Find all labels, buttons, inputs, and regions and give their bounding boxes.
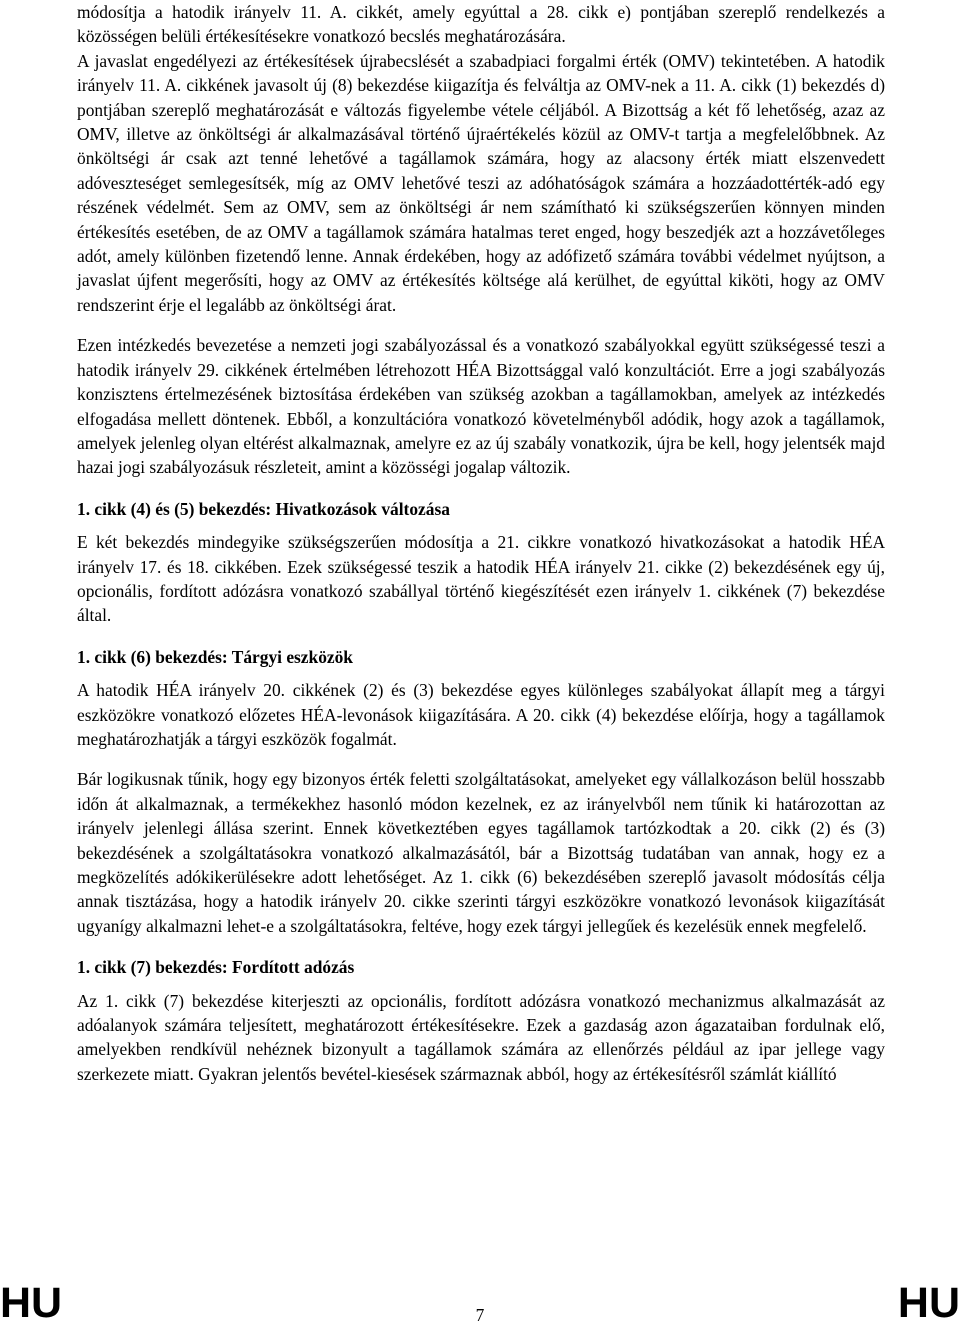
- footer-language-right: HU: [897, 1279, 960, 1327]
- section-heading-reverse-charge: 1. cikk (7) bekezdés: Fordított adózás: [77, 957, 355, 978]
- paragraph-capital-goods-2: Bár logikusnak tűnik, hogy egy bizonyos érték feletti szolgáltatásokat, amelyeket egy vállalkozáson belül hosszabb időn át alkalmaznak, a termékekhez hasonló módon kezelnek, ez az irányelvből nem tűnik ki határozottan az irányelv jelenlegi állása szerint. Ennek következtében egyes tagállamok tartózkodtak a 20. cikk (2) és (3) bekezdésének a szolgáltatásokra vonatkozó alkalmazásától, bár a Bizottság tudatában van annak, hogy ez a megközelítés adókikerülésekre adott lehetőséget. Az 1. cikk (6) bekezdésében szereplő javasolt módosítás célja annak tisztázása, hogy a hatodik irányelv 20. cikke szerinti tárgyi eszközökre vonatkozó levonások kiigazítását ugyanígy alkalmazni lehet-e a szolgáltatásokra, feltéve, hogy ezek tárgyi jellegűek és kezelésük ennek megfelelő.: [77, 769, 885, 936]
- document-body: [77, 0, 885, 1086]
- paragraph-capital-goods-1: A hatodik HÉA irányelv 20. cikkének (2) és (3) bekezdése egyes különleges szabályokat állapít meg a tárgyi eszközökre vonatkozó előzetes HÉA-levonások kiigazítására. A 20. cikk (4) bekezdése előírja, hogy a tagállamok meghatározhatják a tárgyi eszközök fogalmát.: [77, 680, 885, 749]
- paragraph-intro-continuation: módosítja a hatodik irányelv 11. A. cikkét, amely egyúttal a 28. cikk e) pontjában szereplő rendelkezés a közösségen belüli értékesítésekre vonatkozó becslés meghatározására.: [77, 2, 885, 47]
- paragraph-vat-committee: Ezen intézkedés bevezetése a nemzeti jogi szabályozással és a vonatkozó szabályokkal együtt szükségessé teszi a hatodik irányelv 29. cikkének értelmében létrehozott HÉA Bizottsággal való konzultációt. Erre a jogi szabályozás konzisztens értelmezésének biztosítása érdekében van szükség azokban a tagállamokban, amelyek az intézkedés elfogadása mellett döntenek. Ebből, a konzultációra vonatkozó követelményből adódik, hogy azok a tagállamok, amelyek jelenleg olyan eltérést alkalmaznak, amelyre ez az új szabály vonatkozik, újra be kell, hogy jelentsék majd hazai jogi szabályozásuk részleteit, amint a közösségi jogalap változik.: [77, 335, 885, 478]
- page-number: 7: [475, 1305, 485, 1325]
- paragraph-reverse-charge: Az 1. cikk (7) bekezdése kiterjeszti az opcionális, fordított adózásra vonatkozó mechanizmus alkalmazását az adóalanyok számára teljesített, meghatározott értékesítésekre. Ezek a gazdaság azon ágazataiban fordulnak elő, amelyekben rendkívül nehéznek bizonyult a tagállamok számára az ellenőrzés például az ipar jellege vagy szerkezete miatt. Gyakran jelentős bevétel-kiesések származnak abból, hogy az értékesítésről számlát kiállító: [77, 990, 885, 1084]
- paragraph-references: E két bekezdés mindegyike szükségszerűen módosítja a 21. cikkre vonatkozó hivatkozásokat a hatodik HÉA irányelv 17. és 18. cikkében. Ezek szükségessé teszik a hatodik HÉA irányelv 21. cikke (2) bekezdésének egy új, opcionális, fordított adózásra vonatkozó szabállyal történő kiegészítését ezen irányelv 1. cikkének (7) bekezdése által.: [77, 532, 885, 626]
- section-heading-capital-goods: 1. cikk (6) bekezdés: Tárgyi eszközök: [77, 646, 353, 667]
- footer-language-left: HU: [0, 1279, 63, 1327]
- paragraph-omv-proposal: A javaslat engedélyezi az értékesítések újrabecslését a szabadpiaci forgalmi érték (OMV) tekintetében. A hatodik irányelv 11. A. cikkének javasolt új (8) bekezdése kiigazítja és felváltja az OMV-nek a 11. A. cikk (1) bekezdés d) pontjában szereplő meghatározását e változás figyelembe vétele céljából. A Bizottság a két fő lehetőség, azaz az OMV, illetve az önköltségi ár alkalmazásával történő újraértékelés közül az OMV-t tartja a megfelelőbbnek. Az önköltségi ár csak azt tenné lehetővé a tagállamok számára, hogy az alacsony érték miatt elszenvedett adóveszteséget semlegesítsék, míg az OMV lehetővé teszi az adóhatóságok számára a hozzáadottérték-adó egy részének védelmét. Sem az OMV, sem az önköltségi ár nem számítható ki szükségszerűen könnyen minden értékesítés esetében, de az OMV a tagállamok számára hatalmas teret enged, hogy beszedjék azt a hozzávetőleges adót, amely különben fizetendő lenne. Annak érdekében, hogy az adófizető számára további védelmet nyújtson, a javaslat újfent megerősíti, hogy az OMV az értékesítés költsége alá kerülhet, de egyúttal kiköti, hogy az OMV rendszerint érje el legalább az önköltségi árat.: [77, 50, 885, 315]
- section-heading-references: 1. cikk (4) és (5) bekezdés: Hivatkozások változása: [77, 498, 450, 519]
